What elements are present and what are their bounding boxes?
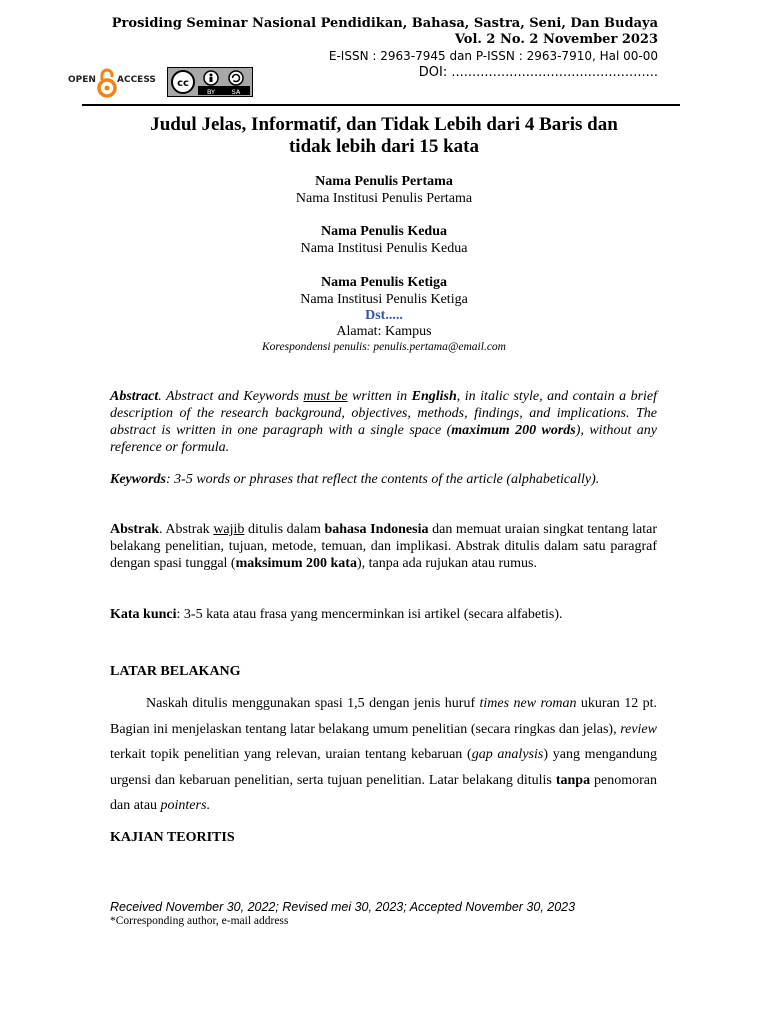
corresponding-note: *Corresponding author, e-mail address: [110, 915, 289, 927]
header-divider: [82, 104, 680, 106]
author-institution: Nama Institusi Penulis Ketiga: [300, 292, 468, 307]
sa-icon: [229, 71, 243, 85]
journal-name: Prosiding Seminar Nasional Pendidikan, Bahasa, Sastra, Seni, Dan Budaya: [111, 16, 658, 31]
author-institution: Nama Institusi Penulis Kedua: [300, 241, 468, 256]
author-name: Nama Penulis Kedua: [320, 224, 447, 239]
journal-issn: E-ISSN : 2963-7945 dan P-ISSN : 2963-7910, Hal 00-00: [328, 49, 658, 63]
keywords-indonesian: Kata kunci: 3-5 kata atau frasa yang mencerminkan isi artikel (secara alfabetis).: [110, 607, 563, 622]
paper-title-line2: tidak lebih dari 15 kata: [288, 136, 480, 157]
more-authors-marker: Dst.....: [365, 308, 403, 323]
author-name: Nama Penulis Ketiga: [321, 275, 447, 290]
correspondence-email: Korespondensi penulis: penulis.pertama@email.com: [262, 341, 506, 353]
keywords-label: Keywords: [110, 472, 166, 487]
by-label: BY: [206, 88, 216, 96]
keywords-english: Keywords: 3-5 words or phrases that reflect the contents of the article (alphabetically).: [110, 472, 600, 487]
received-dates: Received November 30, 2022; Revised mei 30, 2023; Accepted November 30, 2023: [110, 900, 576, 914]
cc-label: cc: [177, 78, 189, 89]
address: Alamat: Kampus: [336, 324, 432, 339]
sa-label: SA: [231, 88, 241, 96]
journal-doi: DOI: ..................................................: [418, 65, 658, 80]
paper-title-line1: Judul Jelas, Informatif, dan Tidak Lebih dari 4 Baris dan: [150, 114, 618, 135]
open-access-right-text: ACCESS: [117, 75, 156, 85]
open-access-left-text: OPEN: [68, 75, 96, 85]
section-body: Naskah ditulis menggunakan spasi 1,5 dengan jenis huruf times new roman ukuran 12 pt. Bagian ini menjelaskan tentang latar belakang umum penelitian (secara ringkas dan jelas), review terkait topik penelitian yang relevan, uraian tentang kebaruan (gap analysis) yang mengandung urgensi dan kebaruan penelitian, serta tujuan penelitian. Latar belakang ditulis tanpa penomoran dan atau pointers.: [110, 696, 658, 813]
abstract-indonesian: Abstrak. Abstrak wajib ditulis dalam bahasa Indonesia dan memuat uraian singkat tentang latar belakang penelitian, tujuan, metode, temuan, dan implikasi. Abstrak ditulis dalam satu paragraf dengan spasi tunggal (maksimum 200 kata), tanpa ada rujukan atau rumus.: [110, 522, 657, 571]
section-heading: KAJIAN TEORITIS: [110, 830, 235, 845]
open-access-logo: [68, 68, 156, 98]
open-lock-icon: [96, 68, 118, 98]
journal-volume: Vol. 2 No. 2 November 2023: [454, 32, 658, 47]
kata-kunci-label: Kata kunci: [110, 607, 177, 622]
author-institution: Nama Institusi Penulis Pertama: [295, 191, 473, 206]
abstract-label: Abstract: [110, 389, 159, 404]
cc-by-sa-license-badge: [167, 67, 253, 97]
author-name: Nama Penulis Pertama: [315, 174, 453, 189]
abstrak-label: Abstrak: [110, 522, 160, 537]
abstract-english: Abstract. Abstract and Keywords must be written in English, in italic style, and contain a brief description of the research background, objectives, methods, findings, and implications. The abstract is written in one paragraph with a single space (maximum 200 words), without any reference or formula.: [110, 389, 658, 455]
section-heading: LATAR BELAKANG: [110, 664, 241, 679]
